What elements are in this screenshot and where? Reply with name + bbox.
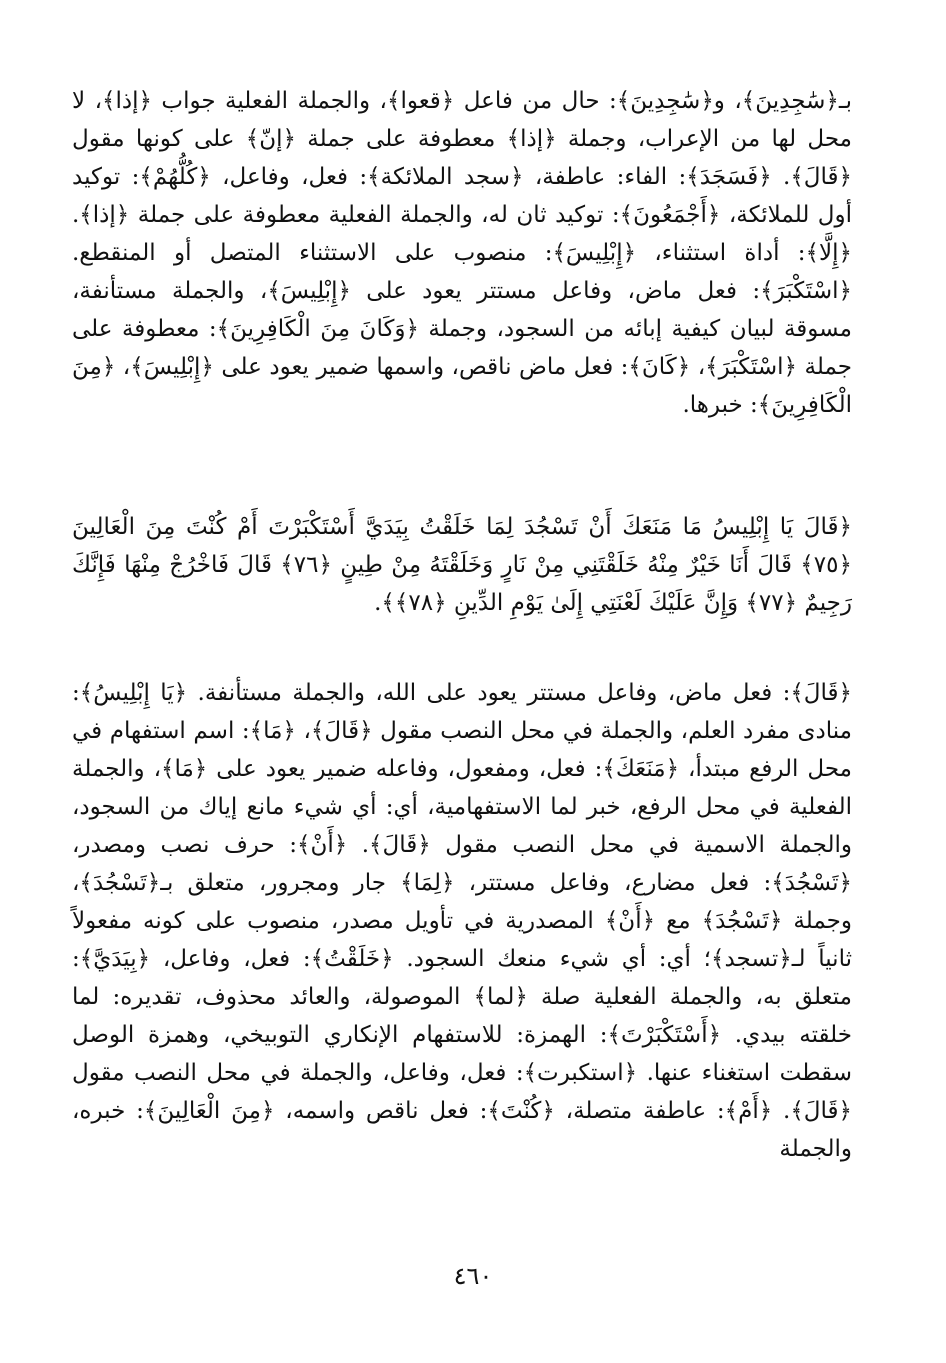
page-number: ٤٦٠ — [453, 1262, 493, 1290]
commentary-paragraph-2: ﴿قَالَ﴾: فعل ماض، وفاعل مستتر يعود على الله، والجملة مستأنفة. ﴿يَا إِبْلِيسُ﴾: منادى مفرد العلم، والجملة في محل النصب مقول ﴿قَالَ﴾، ﴿مَا﴾: اسم استفهام في محل الرفع مبتدأ، ﴿مَنَعَكَ﴾: فعل، ومفعول، وفاعله ضمير يعود على ﴿مَا﴾، والجملة الفعلية في محل الرفع، خبر لما الاستفهامية، أي: أي شيء مانع إياك من السجود، والجملة الاسمية في محل النصب مقول ﴿قَالَ﴾. ﴿أَنْ﴾: حرف نصب ومصدر، ﴿تَسْجُدَ﴾: فعل مضارع، وفاعل مستتر، ﴿لِمَا﴾ جار ومجرور، متعلق بـ﴿تَسْجُدَ﴾، وجملة ﴿تَسْجُدَ﴾ مع ﴿أَنْ﴾ المصدرية في تأويل مصدر، منصوب على كونه مفعولاً ثانياً لـ﴿تسجد﴾؛ أي: أي شيء منعك السجود. ﴿خَلَقْتُ﴾: فعل، وفاعل، ﴿بِيَدَيَّ﴾: متعلق به، والجملة الفعلية صلة ﴿لما﴾ الموصولة، والعائد محذوف، تقديره: لما خلقته بيدي. ﴿أَسْتَكْبَرْتَ﴾: الهمزة: للاستفهام الإنكاري التوبيخي، وهمزة الوصل سقطت استغناء عنها. ﴿استكبرت﴾: فعل، وفاعل، والجملة في محل النصب مقول ﴿قَالَ﴾. ﴿أَمْ﴾: عاطفة متصلة، ﴿كُنْتَ﴾: فعل ناقص واسمه، ﴿مِنَ الْعَالِينَ﴾: خبره، والجملة — [72, 680, 852, 1162]
commentary-paragraph-1: بـ﴿سَٰجِدِينَ﴾، و﴿سَٰجِدِينَ﴾: حال من فاعل ﴿قعوا﴾، والجملة الفعلية جواب ﴿إذا﴾، لا محل لها من الإعراب، وجملة ﴿إذا﴾ معطوفة على جملة ﴿إنّ﴾ على كونها مقول ﴿قَالَ﴾. ﴿فَسَجَدَ﴾: الفاء: عاطفة، ﴿سجد الملائكة﴾: فعل، وفاعل، ﴿كُلُّهُمْ﴾: توكيد أول للملائكة، ﴿أَجْمَعُونَ﴾: توكيد ثان له، والجملة الفعلية معطوفة على جملة ﴿إذا﴾. ﴿إِلَّا﴾: أداة استثناء، ﴿إِبْلِيسَ﴾: منصوب على الاستثناء المتصل أو المنقطع. ﴿اسْتَكْبَرَ﴾: فعل ماض، وفاعل مستتر يعود على ﴿إِبْلِيسَ﴾، والجملة مستأنفة، مسوقة لبيان كيفية إبائه من السجود، وجملة ﴿وَكَانَ مِنَ الْكَافِرِينَ﴾: معطوفة على جملة ﴿اسْتَكْبَرَ﴾، ﴿كَانَ﴾: فعل ماض ناقص، واسمها ضمير يعود على ﴿إِبْلِيسَ﴾، ﴿مِنَ الْكَافِرِينَ﴾: خبرها. — [72, 88, 852, 418]
quran-verse-block: ﴿قَالَ يَا إِبْلِيسُ مَا مَنَعَكَ أَنْ تَسْجُدَ لِمَا خَلَقْتُ بِيَدَيَّ أَسْتَكْبَرْتَ أَمْ كُنْتَ مِنَ الْعَالِينَ ﴿٧٥﴾ قَالَ أَنَا خَيْرٌ مِنْهُ خَلَقْتَنِي مِنْ نَارٍ وَخَلَقْتَهُ مِنْ طِينٍ ﴿٧٦﴾ قَالَ فَاخْرُجْ مِنْهَا فَإِنَّكَ رَجِيمٌ ﴿٧٧﴾ وَإِنَّ عَلَيْكَ لَعْنَتِي إِلَىٰ يَوْمِ الدِّينِ ﴿٧٨﴾﴾. — [72, 514, 852, 616]
